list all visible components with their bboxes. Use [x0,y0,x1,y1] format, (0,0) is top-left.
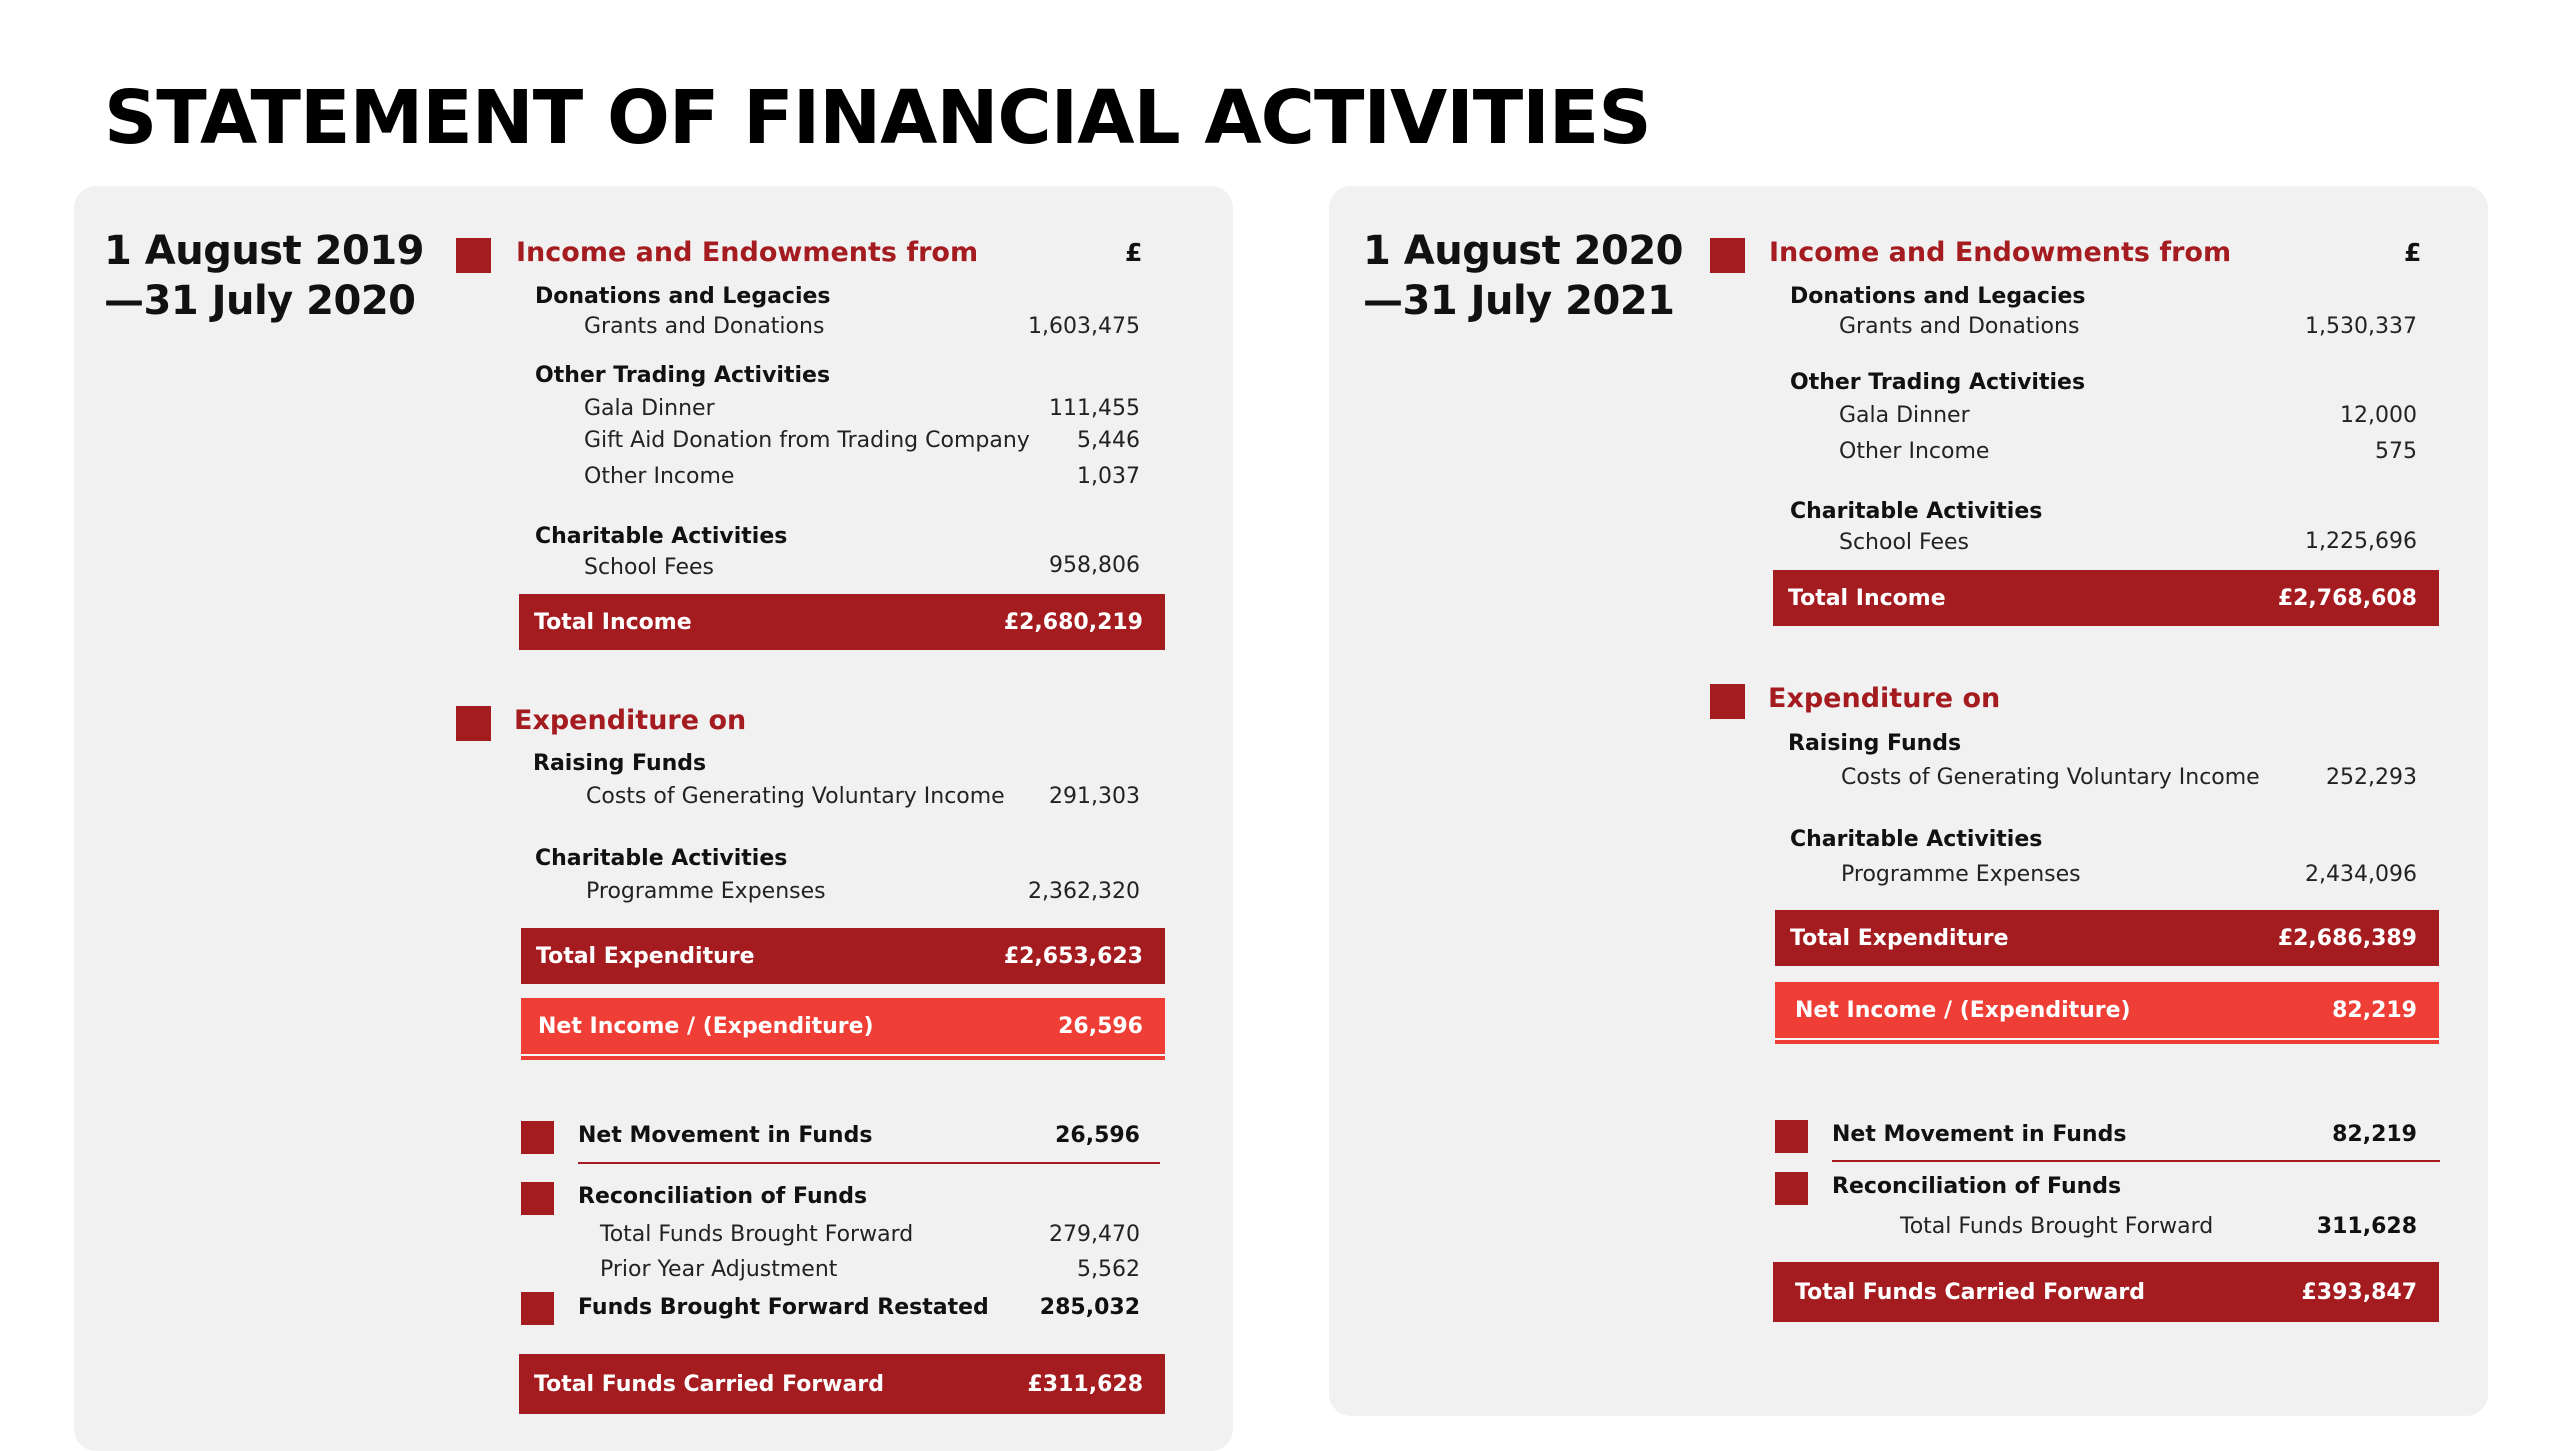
section-marker-icon [456,238,491,273]
brought-forward-value: 279,470 [1049,1222,1140,1247]
fees-label: School Fees [1839,530,1970,555]
carried-forward-value: £311,628 [1027,1371,1143,1397]
prior-year-label: Prior Year Adjustment [600,1257,838,1282]
carried-forward-value: £393,847 [2301,1279,2417,1305]
section-marker-icon [1710,238,1745,273]
prior-year-value: 5,562 [1077,1257,1140,1282]
programme-label: Programme Expenses [1841,862,2081,887]
donations-heading: Donations and Legacies [1790,284,2086,309]
raising-heading: Raising Funds [1788,731,1962,756]
total-income-row [1773,570,2439,626]
section-marker-icon [1775,1172,1808,1205]
other-income-value: 575 [2375,439,2417,464]
page-title: STATEMENT OF FINANCIAL ACTIVITIES [104,75,1651,161]
section-marker-icon [521,1292,554,1325]
currency-label: £ [2404,238,2422,267]
programme-value: 2,434,096 [2305,862,2417,887]
total-expenditure-label: Total Expenditure [536,943,755,969]
income-heading: Income and Endowments from [1769,237,2232,268]
trading-heading: Other Trading Activities [1790,370,2086,395]
period-end: —31 July 2020 [104,278,416,324]
divider [578,1162,1160,1164]
grants-label: Grants and Donations [1839,314,2080,339]
period-start: 1 August 2019 [104,228,424,274]
total-expenditure-value: £2,653,623 [1003,943,1143,969]
gala-value: 12,000 [2340,403,2417,428]
net-income-label: Net Income / (Expenditure) [1795,997,2131,1023]
gala-value: 111,455 [1049,396,1140,421]
fees-value: 958,806 [1049,553,1140,578]
brought-forward-label: Total Funds Brought Forward [600,1222,914,1247]
raising-heading: Raising Funds [533,751,707,776]
charitable-heading: Charitable Activities [535,524,788,549]
total-expenditure-row [521,928,1165,984]
net-movement-label: Net Movement in Funds [1832,1122,2127,1147]
costs-label: Costs of Generating Voluntary Income [586,784,1005,809]
other-income-label: Other Income [584,464,735,489]
restated-value: 285,032 [1039,1295,1140,1320]
section-marker-icon [521,1121,554,1154]
gala-label: Gala Dinner [1839,403,1970,428]
section-marker-icon [521,1182,554,1215]
net-income-value: 26,596 [1058,1013,1143,1039]
charitable-heading: Charitable Activities [1790,499,2043,524]
fees-value: 1,225,696 [2305,529,2417,554]
carried-forward-row [519,1354,1165,1414]
gala-label: Gala Dinner [584,396,715,421]
other-income-value: 1,037 [1077,464,1140,489]
total-income-value: £2,768,608 [2277,585,2417,611]
section-marker-icon [1710,684,1745,719]
other-income-label: Other Income [1839,439,1990,464]
programme-value: 2,362,320 [1028,879,1140,904]
currency-label: £ [1125,238,1143,267]
charitable-exp-heading: Charitable Activities [535,846,788,871]
net-movement-value: 82,219 [2332,1122,2417,1147]
net-movement-value: 26,596 [1055,1123,1140,1148]
brought-forward-value: 311,628 [2316,1214,2417,1239]
divider [1832,1160,2440,1162]
carried-forward-row [1773,1262,2439,1322]
total-income-row [519,594,1165,650]
giftaid-label: Gift Aid Donation from Trading Company [584,428,1030,453]
expenditure-heading: Expenditure on [514,705,747,736]
carried-forward-label: Total Funds Carried Forward [534,1371,884,1397]
restated-label: Funds Brought Forward Restated [578,1295,989,1320]
grants-label: Grants and Donations [584,314,825,339]
trading-heading: Other Trading Activities [535,363,831,388]
net-income-row [521,998,1165,1056]
grants-value: 1,603,475 [1028,314,1140,339]
section-marker-icon [1775,1120,1808,1153]
brought-forward-label: Total Funds Brought Forward [1900,1214,2214,1239]
expenditure-heading: Expenditure on [1768,683,2001,714]
net-movement-label: Net Movement in Funds [578,1123,873,1148]
period-start: 1 August 2020 [1363,228,1683,274]
net-income-label: Net Income / (Expenditure) [538,1013,874,1039]
income-heading: Income and Endowments from [516,237,979,268]
total-expenditure-row [1775,910,2439,966]
donations-heading: Donations and Legacies [535,284,831,309]
costs-label: Costs of Generating Voluntary Income [1841,765,2260,790]
carried-forward-label: Total Funds Carried Forward [1795,1279,2145,1305]
reconciliation-heading: Reconciliation of Funds [1832,1174,2122,1199]
statement-panel-2020-2021 [1329,186,2488,1416]
period-end: —31 July 2021 [1363,278,1675,324]
giftaid-value: 5,446 [1077,428,1140,453]
statement-panel-2019-2020 [74,186,1233,1451]
net-income-row [1775,982,2439,1040]
charitable-exp-heading: Charitable Activities [1790,827,2043,852]
costs-value: 252,293 [2326,765,2417,790]
grants-value: 1,530,337 [2305,314,2417,339]
total-income-label: Total Income [534,609,692,635]
total-expenditure-label: Total Expenditure [1790,925,2009,951]
section-marker-icon [456,706,491,741]
reconciliation-heading: Reconciliation of Funds [578,1184,868,1209]
total-income-label: Total Income [1788,585,1946,611]
net-income-value: 82,219 [2332,997,2417,1023]
total-income-value: £2,680,219 [1003,609,1143,635]
total-expenditure-value: £2,686,389 [2277,925,2417,951]
programme-label: Programme Expenses [586,879,826,904]
costs-value: 291,303 [1049,784,1140,809]
fees-label: School Fees [584,555,715,580]
